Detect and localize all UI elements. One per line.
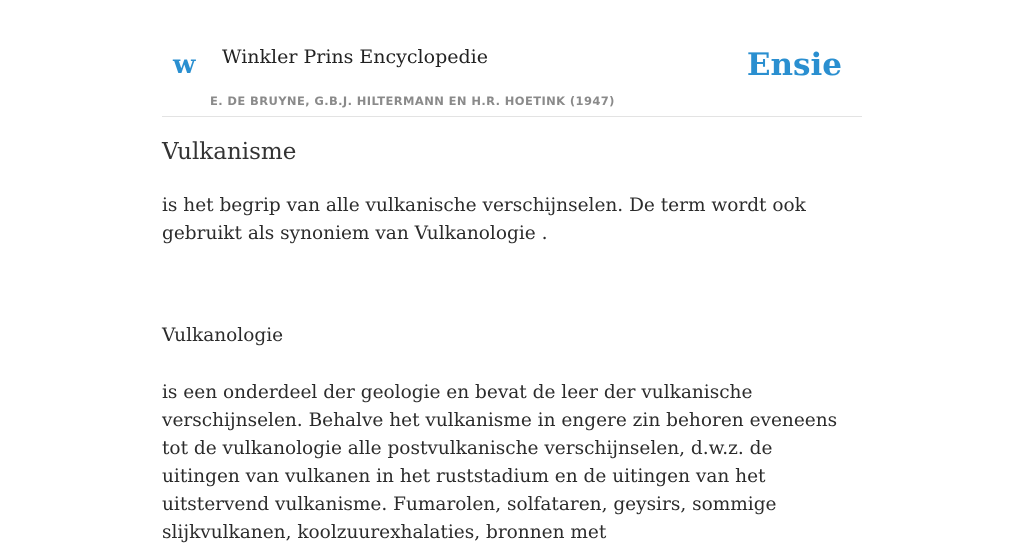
related-entry-title: Vulkanologie — [162, 325, 284, 346]
source-header — [162, 0, 862, 117]
source-logo[interactable]: w — [173, 50, 196, 80]
source-title[interactable]: Winkler Prins Encyclopedie — [222, 46, 488, 68]
entry-definition: is het begrip van alle vulkanische verschijnselen. De term wordt ook gebruikt als synoniem van Vulkanologie . — [162, 195, 806, 244]
source-authors: E. DE BRUYNE, G.B.J. HILTERMANN EN H.R. HOETINK (1947) — [210, 94, 615, 108]
ensie-brand-logo[interactable]: Ensie — [746, 47, 842, 83]
entry-title: Vulkanisme — [162, 139, 297, 165]
page-container — [162, 0, 862, 543]
related-entry-text: is een onderdeel der geologie en bevat de leer der vulkanische verschijnselen. Behalve het vulkanisme in engere zin behoren eveneens tot de vulkanologie alle postvulkanische verschijnselen, d.w.z. de uitingen van vulkanen in het ruststadium en de uitingen van het uitstervend vulkanisme. Fumarolen, solfataren, geysirs, sommige slijkvulkanen, koolzuurexhalaties, bronnen met — [162, 382, 838, 543]
